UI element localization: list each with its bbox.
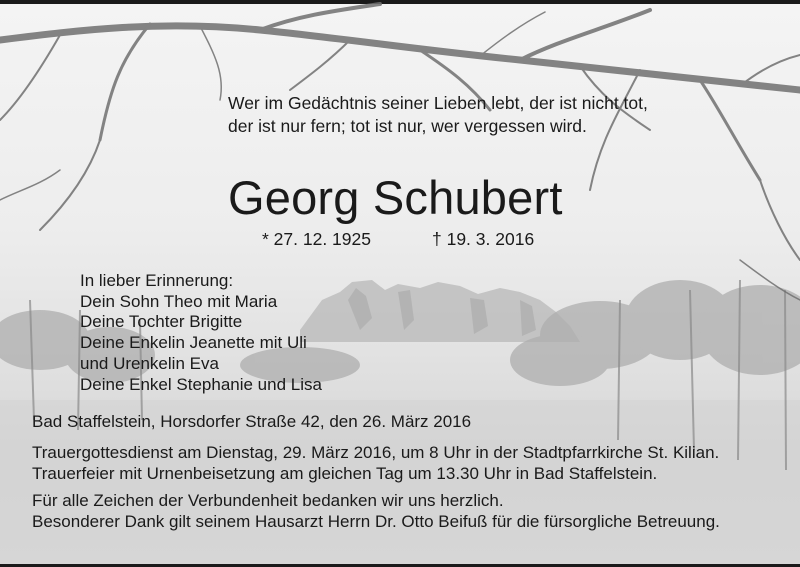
mourner-entry: und Urenkelin Eva — [80, 353, 219, 373]
mourner-entry: Deine Enkelin Jeanette mit Uli — [80, 333, 307, 353]
thanks-note — [32, 491, 720, 532]
mourner-entry: Deine Tochter Brigitte — [80, 312, 243, 332]
memorial-quote — [228, 92, 728, 138]
quote-line: der ist nur fern; tot ist nur, wer vergessen wird. — [228, 116, 587, 136]
quote-line: Wer im Gedächtnis seiner Lieben lebt, der ist nicht tot, — [228, 93, 648, 113]
branches — [0, 4, 800, 300]
thanks-line: Für alle Zeichen der Verbundenheit bedanken wir uns herzlich. — [32, 491, 504, 510]
rock-formation — [300, 280, 580, 342]
death-date: † 19. 3. 2016 — [432, 229, 535, 249]
mourner-entry: Dein Sohn Theo mit Maria — [80, 291, 278, 311]
funeral-services — [32, 443, 719, 484]
mourners-heading: In lieber Erinnerung: — [80, 271, 234, 290]
mourners-list — [80, 271, 322, 395]
place-and-date: Bad Staffelstein, Horsdorfer Straße 42, den 26. März 2016 — [32, 412, 472, 431]
birth-date: * 27. 12. 1925 — [262, 229, 371, 249]
service-line: Trauergottesdienst am Dienstag, 29. März 2016, um 8 Uhr in der Stadtpfarrkirche St. Kilian. — [32, 443, 720, 462]
thanks-line: Besonderer Dank gilt seinem Hausarzt Herrn Dr. Otto Beifuß für die fürsorgliche Betreuung. — [32, 511, 720, 531]
service-line: Trauerfeier mit Urnenbeisetzung am gleichen Tag um 13.30 Uhr in Bad Staffelstein. — [32, 463, 658, 483]
deceased-name: Georg Schubert — [228, 171, 563, 224]
mourner-entry: Deine Enkel Stephanie und Lisa — [80, 374, 322, 394]
